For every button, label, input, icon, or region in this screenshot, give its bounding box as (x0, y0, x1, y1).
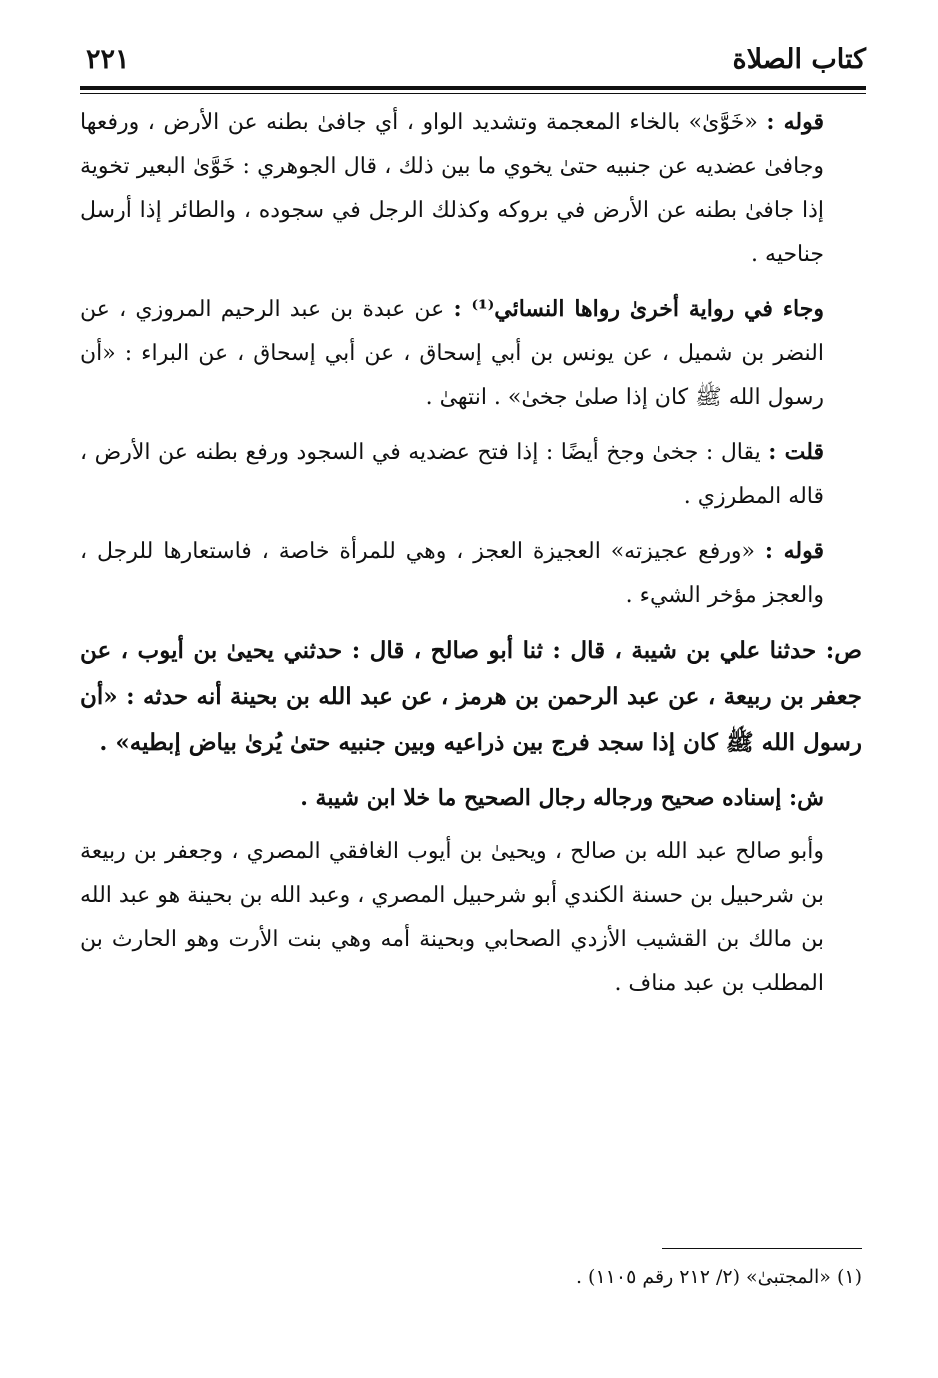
paragraph-khawwa (80, 100, 862, 277)
paragraph-text: ص: حدثنا علي بن شيبة ، قال : ثنا أبو صالح ، قال : حدثني يحيىٰ بن أيوب ، عن جعفر بن ربيعة ، عن عبد الرحمن بن هرمز ، عن عبد الله بن بحينة أنه حدثه : «أن رسول الله ﷺ كان إذا سجد فرج بين ذراعيه وبين جنبيه حتىٰ يُرىٰ بياض إبطيه» . (80, 637, 862, 756)
book-title: كتاب الصلاة (732, 44, 866, 75)
paragraph-lead: قلت : (768, 439, 825, 465)
paragraph-text: يقال : جخىٰ وجخ أيضًا : إذا فتح عضديه في السجود ورفع بطنه عن الأرض ، قاله المطرزي . (80, 440, 824, 509)
paragraph-commentary-isnad (80, 776, 862, 820)
page-number: ٢٢١ (86, 44, 130, 75)
paragraph-lead: وجاء في رواية أخرىٰ رواها النسائي⁽¹⁾ : (453, 296, 824, 322)
paragraph-ajizatihi (80, 529, 862, 618)
footnote-separator (662, 1248, 862, 1249)
paragraph-text: «ورفع عجيزته» العجيزة العجز ، وهي للمرأة خاصة ، فاستعارها للرجل ، والعجز مؤخر الشيء . (80, 539, 824, 608)
header-rule-thin (80, 93, 866, 94)
paragraph-hadith-text (80, 628, 862, 766)
paragraph-lead: قوله : (766, 109, 825, 135)
paragraph-narrators (80, 830, 862, 1006)
page-body (80, 100, 862, 1016)
paragraph-lead: قوله : (764, 538, 824, 564)
paragraph-text: ش: إسناده صحيح ورجاله رجال الصحيح ما خلا ابن شيبة . (300, 785, 824, 811)
header-rule-thick (80, 86, 866, 90)
paragraph-nasai-narration (80, 287, 862, 420)
footnote: (١) «المجتبىٰ» (٢/ ٢١٢ رقم ١١٠٥) . (575, 1266, 862, 1288)
paragraph-qultu (80, 430, 862, 519)
paragraph-text: وأبو صالح عبد الله بن صالح ، ويحيىٰ بن أيوب الغافقي المصري ، وجعفر بن ربيعة بن شرحبيل بن حسنة الكندي أبو شرحبيل المصري ، وعبد الله بن بحينة هو عبد الله بن مالك بن القشيب الأزدي الصحابي وبحينة أمه وهي بنت الأرت وهو الحارث بن المطلب بن عبد مناف . (80, 839, 824, 996)
page-header (80, 38, 866, 88)
paragraph-text: عن عبدة بن عبد الرحيم المروزي ، عن النضر بن شميل ، عن يونس بن أبي إسحاق ، عن أبي إسحاق ، عن البراء : «أن رسول الله ﷺ كان إذا صلىٰ جخىٰ» . انتهىٰ . (80, 297, 824, 410)
paragraph-text: «خَوَّىٰ» بالخاء المعجمة وتشديد الواو ، أي جافىٰ بطنه عن الأرض ، ورفعها وجافىٰ عضديه عن جنبيه حتىٰ يخوي ما بين ذلك ، قال الجوهري : خَوَّىٰ البعير تخوية إذا جافىٰ بطنه عن الأرض في بروكه وكذلك الرجل في سجوده ، والطائر إذا أرسل جناحيه . (80, 110, 824, 267)
